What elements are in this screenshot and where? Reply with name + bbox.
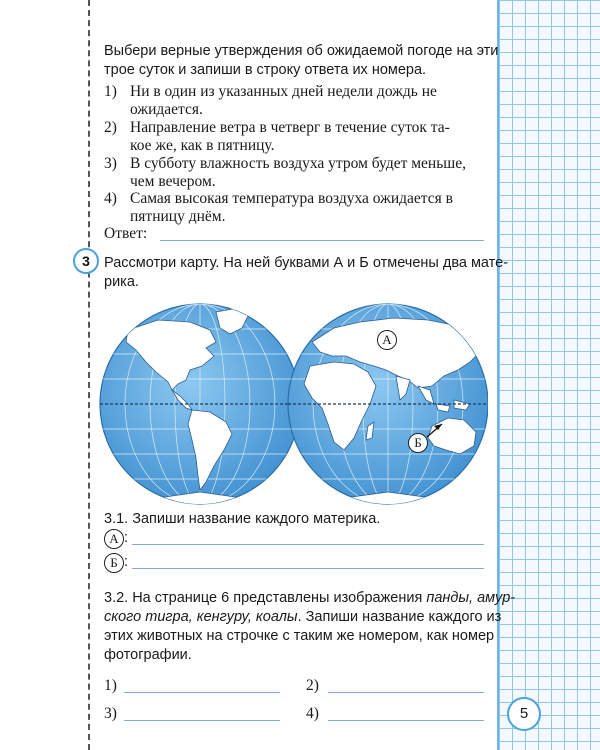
map-label-a: А: [377, 330, 397, 350]
slot-2-line[interactable]: [328, 692, 484, 693]
answer-label: Ответ:: [104, 225, 148, 242]
slot-3-number: 3): [104, 705, 117, 722]
task3-line-2: рика.: [104, 274, 139, 290]
task3-line-1: Рассмотри карту. На ней буквами А и Б отмечены два мате-: [104, 255, 509, 271]
answer-a-colon: :: [124, 530, 129, 546]
slot-2-number: 2): [306, 677, 319, 694]
statement-2-line-2: кое же, как в пятницу.: [130, 137, 275, 154]
map-label-b: Б: [408, 433, 428, 453]
statement-3-number: 3): [104, 155, 117, 172]
slot-4-number: 4): [306, 705, 319, 722]
statement-4-line-2: пятницу днём.: [130, 208, 226, 225]
statement-2-line-1: Направление ветра в четверг в течение суток та-: [130, 119, 450, 136]
question-3-2-line-4: фотографии.: [104, 647, 192, 663]
answer-b-colon: :: [124, 554, 129, 570]
question-3-2-line-2: ского тигра, кенгуру, коалы. Запиши название каждого из: [104, 609, 502, 625]
statement-3-line-1: В субботу влажность воздуха утром будет меньше,: [130, 155, 466, 172]
statement-1-number: 1): [104, 83, 117, 100]
answer-b-line[interactable]: [132, 568, 484, 569]
intro-line-2: трое суток и запиши в строку ответа их номера.: [104, 62, 427, 78]
question-3-1: 3.1. Запиши название каждого материка.: [104, 511, 381, 527]
statement-1-line-2: ожидается.: [130, 101, 203, 118]
cut-line: [88, 0, 90, 750]
answer-a-line[interactable]: [132, 544, 484, 545]
slot-1-line[interactable]: [124, 692, 280, 693]
slot-3-line[interactable]: [124, 720, 280, 721]
statement-2-number: 2): [104, 119, 117, 136]
statement-4-line-1: Самая высокая температура воздуха ожидается в: [130, 190, 453, 207]
question-3-2-line-3: этих животных на строчке с таким же номером, как номер: [104, 628, 495, 644]
answer-input-line[interactable]: [160, 240, 484, 241]
answer-b-label: Б: [104, 553, 124, 573]
statement-3-line-2: чем вечером.: [130, 173, 216, 190]
western-hemisphere: [100, 304, 300, 510]
answer-a-label: А: [104, 529, 124, 549]
intro-line-1: Выбери верные утверждения об ожидаемой погоде на эти: [104, 43, 499, 59]
slot-1-number: 1): [104, 677, 117, 694]
statement-1-line-1: Ни в один из указанных дней недели дождь не: [130, 83, 437, 100]
slot-4-line[interactable]: [328, 720, 484, 721]
page-number: 5: [507, 697, 541, 731]
graph-paper-margin: [497, 0, 600, 750]
statement-4-number: 4): [104, 190, 117, 207]
world-map: [98, 300, 488, 515]
question-3-2-line-1: 3.2. На странице 6 представлены изображения панды, амур-: [104, 590, 516, 606]
task-number-badge: 3: [73, 248, 99, 274]
